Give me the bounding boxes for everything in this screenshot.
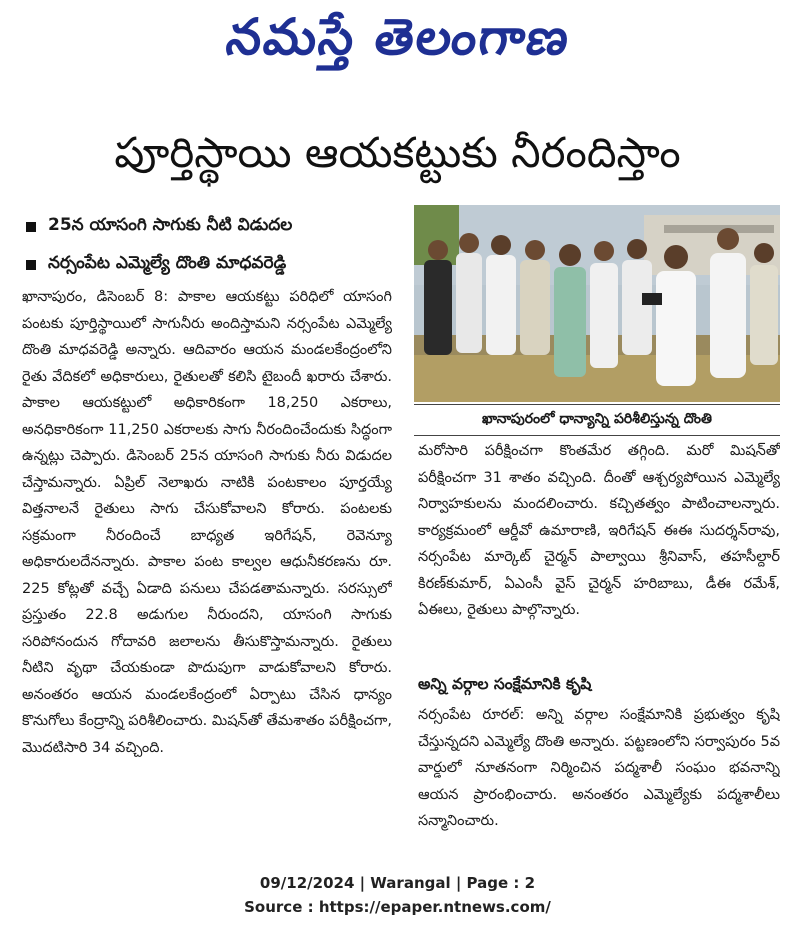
photo-caption: ఖానాపురంలో ధాన్యాన్ని పరిశీలిస్తున్న దొంతి: [414, 404, 780, 436]
sub-article-body: నర్సంపేట రూరల్: అన్ని వర్గాల సంక్షేమానికి ప్రభుత్వం కృషి చేస్తున్నదని ఎమ్మెల్యే దొంతి అన్నారు. పట్టణంలోని సర్వాపురం 5వ వార్డులో నూతనంగా నిర్మించిన పద్మశాలీ సంఘం భవనాన్ని ఆయన ప్రారంభించారు. అనంతరం ఎమ్మెల్యేకు పద్మశాలీలు సన్మానించారు.: [418, 707, 780, 829]
highlight-bullets: [26, 208, 406, 284]
headline-text: పూర్తిస్థాయి ఆయకట్టుకు నీరందిస్తాం: [114, 128, 681, 177]
bullet-text: 25న యాసంగి సాగుకు నీటి విడుదల: [48, 215, 293, 235]
bullet-square-icon: [26, 222, 36, 232]
news-photo: [414, 205, 780, 402]
source-link[interactable]: https://epaper.ntnews.com/: [318, 898, 551, 916]
article-body-right: మరోసారి పరీక్షించగా కొంతమేర తగ్గింది. మరో మిషన్‌తో పరీక్షించగా 31 శాతం వచ్చింది. దీంతో ఆశ్చర్యపోయిన ఎమ్మెల్యే నిర్వాహకులను మందలించారు. కచ్చితత్వం పాటించాలన్నారు. కార్యక్రమంలో ఆర్డీవో ఉమారాణి, ఇరిగేషన్ ఈఈ సుదర్శన్‌రావు, నర్సంపేట మార్కెట్ చైర్మన్ పాల్వాయి శ్రీనివాస్, తహసీల్దార్ కిరణ్‌కుమార్, ఏఎంసీ వైస్ చైర్మన్ హరిబాబు, డీఈ రమేశ్, ఏఈలు, రైతులు పాల్గొన్నారు.: [418, 443, 780, 618]
sub-article-heading: అన్ని వర్గాల సంక్షేమానికి కృషి: [418, 675, 592, 693]
bullet-item: [26, 208, 406, 246]
source-line: [0, 898, 795, 916]
newspaper-masthead: [0, 8, 795, 78]
bullet-square-icon: [26, 260, 36, 270]
edition-info: 09/12/2024 | Warangal | Page : 2: [259, 874, 536, 892]
photo-scene: [414, 205, 780, 402]
source-label: Source :: [244, 898, 319, 916]
bullet-text: నర్సంపేట ఎమ్మెల్యే దొంతి మాధవరెడ్డి: [48, 253, 287, 273]
article-headline: [0, 118, 795, 198]
article-body-left: ఖానాపురం, డిసెంబర్ 8: పాకాల ఆయకట్టు పరిధిలో యాసంగి పంటకు పూర్తిస్థాయిలో సాగునీరు అందిస్తామని నర్సంపేట ఎమ్మెల్యే దొంతి మాధవరెడ్డి అన్నారు. ఆదివారం ఆయన మండలకేంద్రంలోని రైతు వేదికలో అధికారులు, రైతులతో కలిసి టైబందీ ఖరారు చేశారు. పాకాల ఆయకట్టులో అధికారికంగా 18,250 ఎకరాలు, అనధికారికంగా 11,250 ఎకరాలకు సాగు నీరందించేందుకు సిద్ధంగా ఉన్నట్లు చెప్పారు. డిసెంబర్ 25న యాసంగి సాగుకు నీరు విడుదల చేస్తామన్నారు. ఏప్రిల్ నెలాఖరు నాటికి పంటకాలం పూర్తయ్యే విత్తనాలనే రైతులు సాగు చేసుకోవాలని కోరారు. పంటలకు సక్రమంగా నీరందించే బాధ్యత ఇరిగేషన్, రెవెన్యూ అధికారులదేనన్నారు. పాకాల పంట కాల్వల ఆధునీకరణను రూ. 225 కోట్లతో వచ్చే ఏడాది పనులు చేపడతామన్నారు. సరస్సులో ప్రస్తుతం 22.8 అడుగుల నీరుందని, యాసంగి సాగుకు సరిపోనందున గోదావరి జలాలను తీసుకొస్తామన్నారు. రైతులు నీటిని వృథా చేయకుండా పొదుపుగా వాడుకోవాలని కోరారు. అనంతరం ఆయన మండలకేంద్రంలో ఏర్పాటు చేసిన ధాన్యం కొనుగోలు కేంద్రాన్ని పరిశీలించారు. మిషన్‌తో తేమశాతం పరీక్షించగా, మొదటిసారి 34 వచ్చింది.: [22, 289, 392, 756]
bullet-item: [26, 246, 406, 284]
masthead-title: నమస్తే తెలంగాణ: [222, 7, 575, 66]
